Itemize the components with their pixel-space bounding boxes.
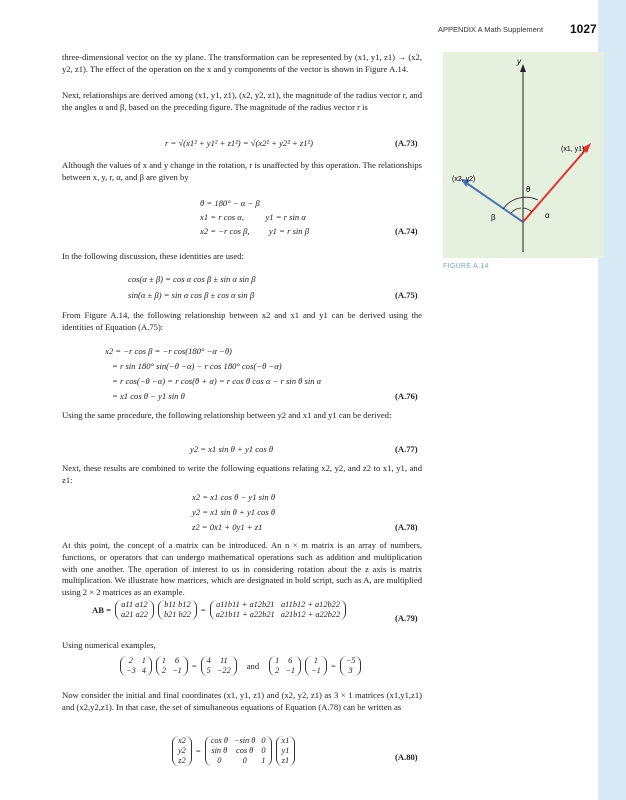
paragraph-9: Using numerical examples,: [62, 640, 156, 650]
matrix-n1b: [156, 656, 188, 676]
matrix-x2-vector: [172, 736, 192, 766]
equation-a74-line3: x2 = −r cos β, y1 = r sin β: [200, 226, 310, 236]
paragraph-10: Now consider the initial and final coordinates (x1, y1, z1) and (x2, y2, z1) as 3 × 1 matrices (x1,y1,z1) and (x2,y2,z1). In that case, the set of simultaneous equations of Equation (A.78) can be written as: [62, 690, 422, 712]
matrix-a: [115, 600, 154, 620]
beta-arc: [511, 208, 521, 213]
matrix-cell: x2: [178, 736, 186, 745]
matrix-cell: z2: [178, 756, 186, 765]
matrix-cell: −3: [126, 666, 136, 675]
matrix-cell: 2: [161, 666, 167, 675]
matrix-cell: −1: [285, 666, 296, 675]
matrix-cell: 0: [261, 746, 266, 755]
matrix-n2a: [269, 656, 301, 676]
matrix-cell: 1: [313, 656, 319, 665]
matrix-cell: 4: [206, 656, 211, 665]
equation-a78-line3: z2 = 0x1 + 0y1 + z1: [192, 522, 263, 532]
figure-a14: [443, 52, 604, 258]
matrix-cell: −22: [216, 666, 231, 675]
point2-label: (x2, y2): [452, 176, 476, 183]
matrix-cell: y2: [178, 746, 186, 755]
matrix-cell: x1: [281, 736, 290, 745]
paragraph-8: At this point, the concept of a matrix can be introduced. An n × m matrix is an array of numbers, functions, or operators that can undergo mathematical operations such as addition and multiplication with one another. The operation of interest to us in considering rotation about the z axis is matrix multiplication. We illustrate how matrices, which are designated in bold script, such as A, are multiplied using 2 × 2 matrices as an example.: [62, 540, 422, 598]
paragraph-5: From Figure A.14, the following relationship between x2 and x1 and y1 can be derived using the identities of Equation (A.75):: [62, 310, 422, 332]
matrix-cell: 6: [174, 656, 180, 665]
matrix-cell: cos θ: [210, 736, 228, 745]
equation-a76-line4: = x1 cos θ − y1 sin θ: [112, 391, 185, 401]
figure-caption: FIGURE A.14: [443, 263, 489, 270]
equation-a79: AB = a11 a12 a21 a22 b11 b12 b21 b22 = a11b11 + a12b21 a11b12 + a12b22 a21b11 + a22b21 a21b12 + a22b22: [92, 600, 346, 620]
equation-a77: y2 = x1 sin θ + y1 cos θ: [190, 444, 274, 454]
matrix-cell: 3: [348, 666, 353, 675]
alpha-label: α: [545, 211, 550, 220]
matrix-x1-vector: [276, 736, 296, 766]
matrix-cell: sin θ: [211, 746, 228, 755]
matrix-rotation: [205, 736, 272, 766]
matrix-cell: y1: [281, 746, 290, 755]
matrix-cell: 5: [206, 666, 211, 675]
matrix-b: [158, 600, 197, 620]
paragraph-6: Using the same procedure, the following relationship between y2 and x1 and y1 can be derived:: [62, 410, 392, 420]
equation-a76-line3: = r cos(−θ −α) = r cos(θ + α) = r cos θ cos α − r sin θ sin α: [112, 376, 322, 386]
matrix-cell: 1: [275, 656, 280, 665]
paragraph-4: In the following discussion, these identities are used:: [62, 251, 244, 261]
equation-label-a80: (A.80): [395, 752, 418, 762]
matrix-cell: −1: [172, 666, 182, 675]
beta-label: β: [491, 213, 496, 222]
matrix-cell: cos θ: [236, 746, 254, 755]
matrix-cell: z1: [281, 756, 290, 765]
theta-arc: [503, 197, 538, 209]
alpha-arc: [523, 208, 532, 212]
y-axis-label: y: [517, 57, 521, 66]
vector-r1: [523, 147, 588, 222]
page-number: 1027: [570, 22, 597, 36]
matrix-cell: b21 b22: [163, 610, 191, 619]
matrix-cell: b11 b12: [164, 600, 191, 609]
matrix-cell: a11b12 + a12b22: [281, 600, 340, 609]
matrix-cell: 0: [217, 756, 222, 765]
ab-label: AB =: [92, 605, 111, 615]
equation-label-a79: (A.79): [395, 613, 418, 623]
equation-a74-line2: x1 = r cos α, y1 = r sin α: [200, 212, 306, 222]
matrix-cell: 2: [275, 666, 280, 675]
matrix-cell: −5: [345, 656, 356, 665]
rotation-diagram: [443, 52, 604, 258]
matrix-cell: a21b12 + a22b22: [280, 610, 341, 619]
equation-label-a73: (A.73): [395, 138, 418, 148]
matrix-cell: 2: [128, 656, 133, 665]
matrix-n2c: [340, 656, 362, 676]
paragraph-3: Although the values of x and y change in the rotation, r is unaffected by this operation. The relationships between x, y, r, α, and β are given by: [62, 160, 422, 182]
equation-a76-line2: = r sin 180° sin(−θ −α) − r cos 180° cos(−θ −α): [112, 361, 282, 371]
equation-a73: r = √(x1² + y1² + z1²) = √(x2² + y2² + z1²): [165, 138, 313, 148]
matrix-cell: 11: [219, 656, 228, 665]
matrix-cell: −sin θ: [233, 736, 256, 745]
matrix-cell: a11b11 + a12b21: [216, 600, 275, 609]
matrix-cell: −1: [311, 666, 321, 675]
paragraph-2: Next, relationships are derived among (x1, y1, z1), (x2, y2, z1), the magnitude of the radius vector r, and the angles α and β, based on the preceding figure. The magnitude of the radius vector r is: [62, 90, 423, 112]
paragraph-7: Next, these results are combined to write the following equations relating x2, y2, and z2 to x1, y1, and z1:: [62, 463, 422, 485]
matrix-cell: 1: [261, 756, 266, 765]
equation-label-a74: (A.74): [395, 226, 418, 236]
matrix-cell: a11 a12: [121, 600, 148, 609]
equation-a78-line2: y2 = x1 sin θ + y1 cos θ: [192, 507, 276, 517]
matrix-cell: 0: [242, 756, 247, 765]
matrix-cell: 1: [161, 656, 167, 665]
matrix-cell: 0: [261, 736, 266, 745]
matrix-n2b: [305, 656, 327, 676]
matrix-cell: a21b11 + a22b21: [215, 610, 275, 619]
matrix-cell: a21 a22: [120, 610, 148, 619]
equation-a74-line1: θ = 180° − α − β: [200, 198, 260, 208]
matrix-cell: 4: [141, 666, 146, 675]
equation-a78-line1: x2 = x1 cos θ − y1 sin θ: [192, 492, 276, 502]
numerical-examples: 2 1 −3 4 1 6 2 −1 = 4 11 5 −22 and 1 6 2 −1 1 −1 = −5 3: [120, 656, 361, 676]
equation-label-a75: (A.75): [395, 290, 418, 300]
equation-label-a78: (A.78): [395, 522, 418, 532]
matrix-n1a: [120, 656, 152, 676]
paragraph-1: three-dimensional vector on the xy plane. The transformation can be represented by (x1, y1, z1) → (x2, y2, z1). The effect of the operation on the x and y components of the vector is shown in Figure A.14.: [62, 52, 422, 74]
matrix-ab: [210, 600, 346, 620]
equation-a76-line1: x2 = −r cos β = −r cos(180° −α −θ): [105, 346, 232, 356]
theta-label: θ: [526, 185, 531, 194]
matrix-n1c: [201, 656, 237, 676]
equation-a75-line2: sin(α ± β) = sin α cos β ± cos α sin β: [128, 290, 255, 300]
point1-label: (x1, y1): [561, 146, 585, 153]
equation-label-a77: (A.77): [395, 444, 418, 454]
equation-label-a76: (A.76): [395, 391, 418, 401]
and-text: and: [246, 661, 260, 671]
equation-a80: x2 y2 z2 = cos θ −sin θ 0 sin θ cos θ 0 0 0 1 x1 y1 z1: [172, 736, 295, 766]
matrix-cell: 6: [288, 656, 293, 665]
equation-a75-line1: cos(α ± β) = cos α cos β ± sin α sin β: [128, 274, 256, 284]
running-header: APPENDIX A Math Supplement: [438, 25, 544, 34]
matrix-cell: 1: [141, 656, 146, 665]
